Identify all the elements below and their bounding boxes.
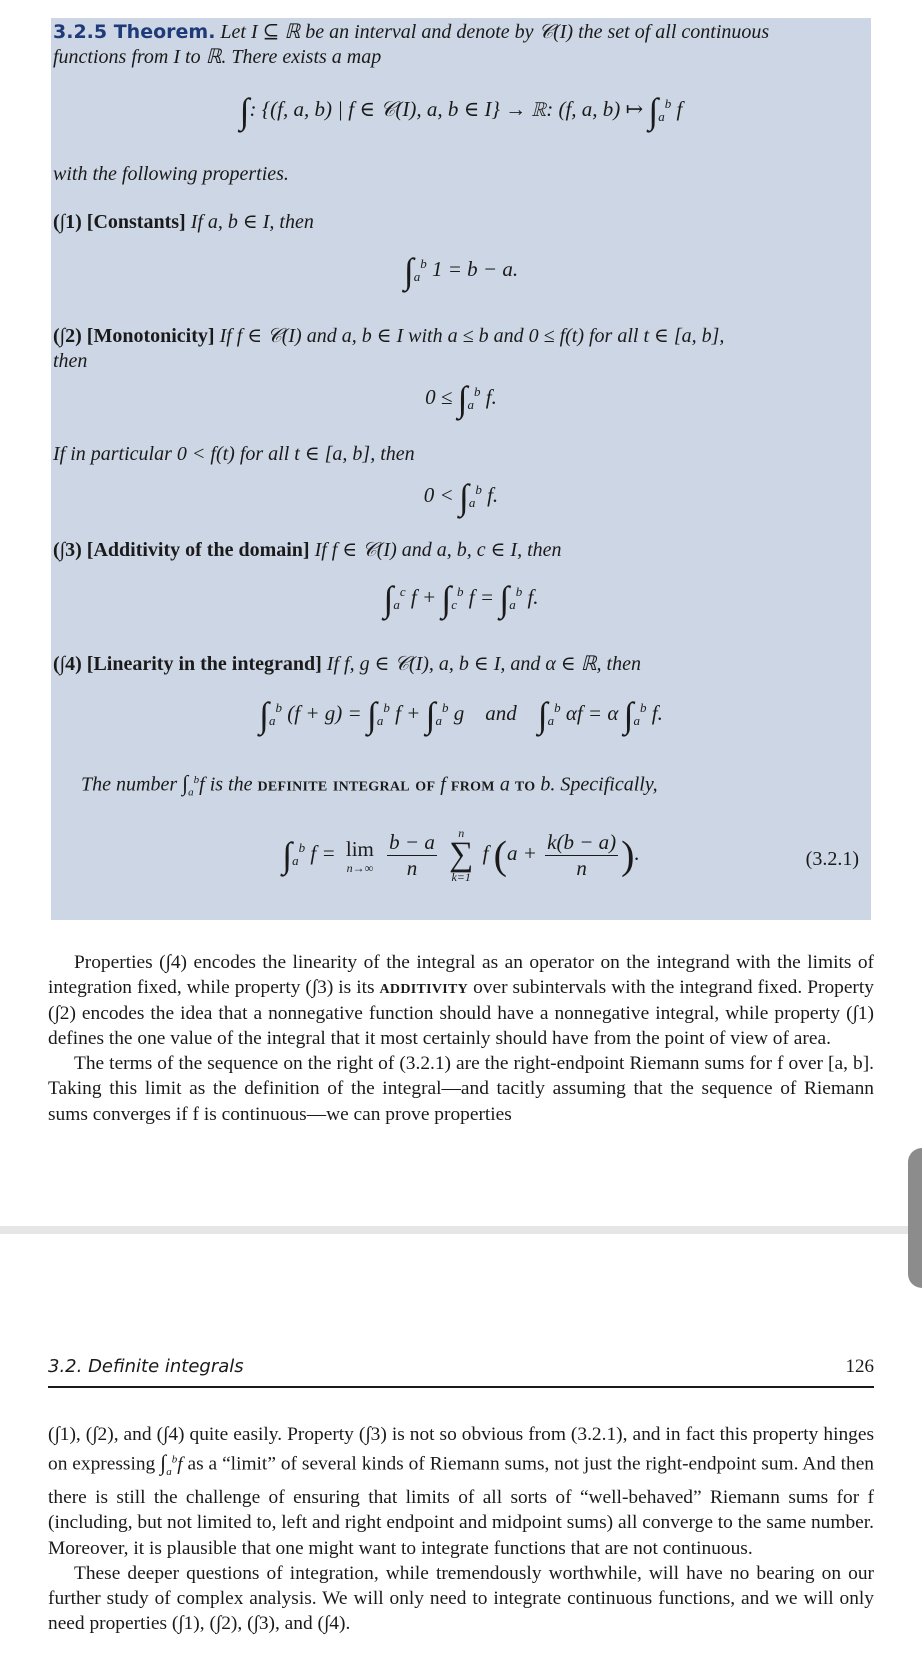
- property-1-text: If a, b ∈ I, then: [190, 211, 314, 233]
- page-separator: [0, 1226, 922, 1234]
- definite-pre: The number: [81, 773, 178, 796]
- body-paragraph-1: [48, 950, 874, 1051]
- body-text-bottom: [48, 1422, 874, 1637]
- property-1: [53, 210, 314, 234]
- with-properties: with the following properties.: [53, 163, 289, 185]
- body-paragraph-3-b: as a “limit” of several kinds of Riemann sums, not just the right-endpoint sum. And then there is still the challenge of ensuring that limits of all sorts of “well-behaved” Riemann sums for f (including, but not limited to, left and right endpoint and midpoint sums) all converge to the same number. Moreover, it is plausible that one might want to integrate functions that are not continuous.: [48, 1453, 874, 1559]
- map-formula-text: : {(f, a, b) | f ∈ 𝒞(I), a, b ∈ I} → ℝ: (f, a, b) ↦: [249, 96, 644, 121]
- scroll-handle[interactable]: [908, 1148, 922, 1288]
- property-2-formula-strict: $0 < \int_a^b$ f.: [423, 477, 499, 517]
- additivity-term: additivity: [379, 977, 469, 999]
- property-3: [53, 538, 562, 562]
- theorem-intro-line-1: [53, 20, 769, 44]
- property-4-formula: $\int_a^b$ $(f + g) = \int_a^b$ $f + \int_a^b$ g and $\int_a^b$ αf = α $\int_a^b$ f.: [259, 695, 663, 735]
- property-4-label: (∫4) [Linearity in the integrand]: [53, 653, 322, 675]
- property-2-text: If f ∈ 𝒞(I) and a, b ∈ I with a ≤ b and 0 ≤ f(t) for all t ∈ [a, b],: [219, 325, 725, 347]
- body-paragraph-1-b: over subintervals with the integrand fixed. Property (∫2) encodes the idea that a nonnegative function should have a nonnegative integral, while property (∫1) defines the one value of the integral that it most certainly should have from the point of view of area.: [48, 977, 874, 1049]
- property-1-label: (∫1) [Constants]: [53, 211, 186, 233]
- property-3-formula: $\int_a^c$ $f + \int_c^b$ $f = \int_a^b$ f.: [383, 579, 539, 619]
- property-4-text: If f, g ∈ 𝒞(I), a, b ∈ I, and α ∈ ℝ, then: [326, 653, 641, 675]
- property-2-label: (∫2) [Monotonicity]: [53, 325, 215, 347]
- theorem-intro-line-2: functions from I to ℝ. There exists a map: [53, 46, 382, 68]
- body-paragraph-3-a: (∫1), (∫2), and (∫4) quite easily. Property (∫3) is not so obvious from (3.2.1), and in fact this property hinges on expressing: [48, 1424, 874, 1475]
- theorem-box: [51, 18, 871, 920]
- running-head: [48, 1356, 874, 1388]
- body-text-top: [48, 950, 874, 1127]
- definite-from: from: [450, 773, 495, 796]
- property-1-formula: $\int_a^b$ 1 = b − a.: [403, 251, 519, 291]
- property-2-formula-lhs: 0 ≤: [425, 384, 453, 409]
- property-2-formula2-lhs: 0 <: [423, 482, 454, 507]
- definite-integral-term: definite integral of: [257, 773, 436, 796]
- property-1-formula-text: 1 = b − a.: [432, 256, 519, 281]
- body-paragraph-2: The terms of the sequence on the right of (3.2.1) are the right-endpoint Riemann sums for f over [a, b]. Taking this limit as the definition of the integral—and tacitly assuming that the sequence of Riemann sums converges if f is continuous—we can prove properties: [48, 1053, 874, 1125]
- property-2-particular: If in particular 0 < f(t) for all t ∈ [a, b], then: [53, 443, 415, 465]
- property-3-label: (∫3) [Additivity of the domain]: [53, 539, 310, 561]
- definite-post: Specifically,: [560, 773, 658, 796]
- property-2-formula: $0 \le \int_a^b$ f.: [425, 379, 497, 419]
- property-4: [53, 652, 641, 676]
- theorem-intro-text: Let I ⊆ ℝ be an interval and denote by 𝒞(I) the set of all continuous: [220, 21, 770, 43]
- property-2: [53, 324, 724, 348]
- body-paragraph-3: (∫1), (∫2), and (∫4) quite easily. Property (∫3) is not so obvious from (3.2.1), and in fact this property hinges on expressing $\int_a^bf$ as a “limit” of several kinds of Riemann sums, not just the right-endpoint sum. And then there is still the challenge of ensuring that limits of all sorts of “well-behaved” Riemann sums for f (including, but not limited to, left and right endpoint and midpoint sums) all converge to the same number. Moreover, it is plausible that one might want to integrate functions that are not continuous.: [48, 1424, 874, 1559]
- riemann-limit-formula: $\int_a^b$ f = lim n→∞ $\frac{b - a}{n}$ n ∑ k=1 f (a + $\frac{k(b - a)}{n}$ ).: [282, 826, 640, 884]
- running-head-title: 3.2. Definite integrals: [48, 1356, 244, 1377]
- equation-number: (3.2.1): [805, 848, 859, 870]
- definite-integral-sentence: The number $\int_a^bf$ is the definite integral of f from a to b. Specifically,: [81, 770, 658, 799]
- theorem-number: 3.2.5 Theorem.: [53, 21, 216, 43]
- body-paragraph-4: These deeper questions of integration, while tremendously worthwhile, will have no bearing on our further study of complex analysis. We will only need to integrate continuous functions, and we will only need properties (∫1), (∫2), (∫3), and (∫4).: [48, 1562, 874, 1635]
- definite-is: is the: [209, 773, 253, 796]
- definite-to: to: [514, 773, 536, 796]
- property-3-text: If f ∈ 𝒞(I) and a, b, c ∈ I, then: [314, 539, 562, 561]
- property-2-then: then: [53, 350, 88, 372]
- body-paragraph-1-a: Properties (∫4) encodes the linearity of the integral as an operator on the integrand with the limits of integration fixed, while property (∫3) is its: [48, 952, 874, 999]
- property-4-and: and: [485, 700, 517, 725]
- page-number: 126: [845, 1356, 874, 1377]
- map-formula: ∫: {(f, a, b) | f ∈ 𝒞(I), a, b ∈ I} → ℝ: (f, a, b) ↦ $\int_a^b$ f: [239, 91, 683, 131]
